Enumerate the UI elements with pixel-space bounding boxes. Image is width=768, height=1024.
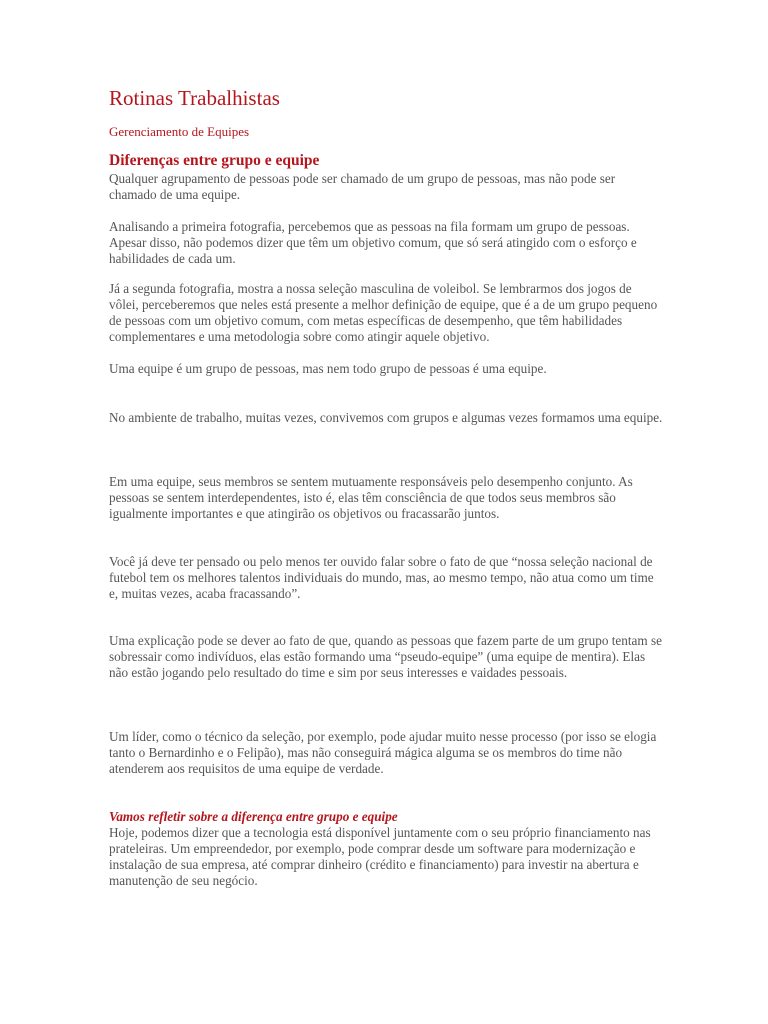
page-title: Rotinas Trabalhistas [109,86,280,110]
paragraph: Uma explicação pode se dever ao fato de que, quando as pessoas que fazem parte de um grupo tentam se sobressair como indivíduos, elas estão formando uma “pseudo-equipe” (uma equipe de mentira). Elas não estão jogando pelo resultado do time e sim por seus interesses e vaidades pessoais. [109,633,662,680]
paragraph: No ambiente de trabalho, muitas vezes, convivemos com grupos e algumas vezes formamos uma equipe. [109,410,663,425]
paragraph: Qualquer agrupamento de pessoas pode ser chamado de um grupo de pessoas, mas não pode ser chamado de uma equipe. [109,171,616,202]
reflect-heading: Vamos refletir sobre a diferença entre grupo e equipe [109,809,398,824]
paragraph: Uma equipe é um grupo de pessoas, mas nem todo grupo de pessoas é uma equipe. [109,361,547,376]
paragraph: Já a segunda fotografia, mostra a nossa seleção masculina de voleibol. Se lembrarmos dos jogos de vôlei, perceberemos que neles está presente a melhor definição de equipe, que é a de um grupo pequeno de pessoas com um objetivo comum, com metas específicas de desempenho, que têm habilidades complementares e uma metodologia sobre como atingir aquele objetivo. [109,281,658,344]
paragraph: Em uma equipe, seus membros se sentem mutuamente responsáveis pelo desempenho conjunto. As pessoas se sentem interdependentes, isto é, elas têm consciência de que todos seus membros são igualmente importantes e que atingirão os objetivos ou fracassarão juntos. [109,474,633,521]
paragraph: Um líder, como o técnico da seleção, por exemplo, pode ajudar muito nesse processo (por isso se elogia tanto o Bernardinho e o Felipão), mas não conseguirá mágica alguma se os membros do time não atenderem aos requisitos de uma equipe de verdade. [109,729,657,776]
page-subtitle: Gerenciamento de Equipes [109,124,250,139]
paragraph: Você já deve ter pensado ou pelo menos ter ouvido falar sobre o fato de que “nossa seleção nacional de futebol tem os melhores talentos individuais do mundo, mas, ao mesmo tempo, não atua como um time e, muitas vezes, acaba fracassando”. [109,554,654,601]
paragraph: Hoje, podemos dizer que a tecnologia está disponível juntamente com o seu próprio financiamento nas prateleiras. Um empreendedor, por exemplo, pode comprar desde um software para modernização e instalação de sua empresa, até comprar dinheiro (crédito e financiamento) para investir na abertura e manutenção de seu negócio. [109,825,651,888]
section-heading: Diferenças entre grupo e equipe [109,152,320,169]
paragraph: Analisando a primeira fotografia, percebemos que as pessoas na fila formam um grupo de pessoas. Apesar disso, não podemos dizer que têm um objetivo comum, que só será atingido com o esforço e habilidades de cada um. [109,219,637,266]
